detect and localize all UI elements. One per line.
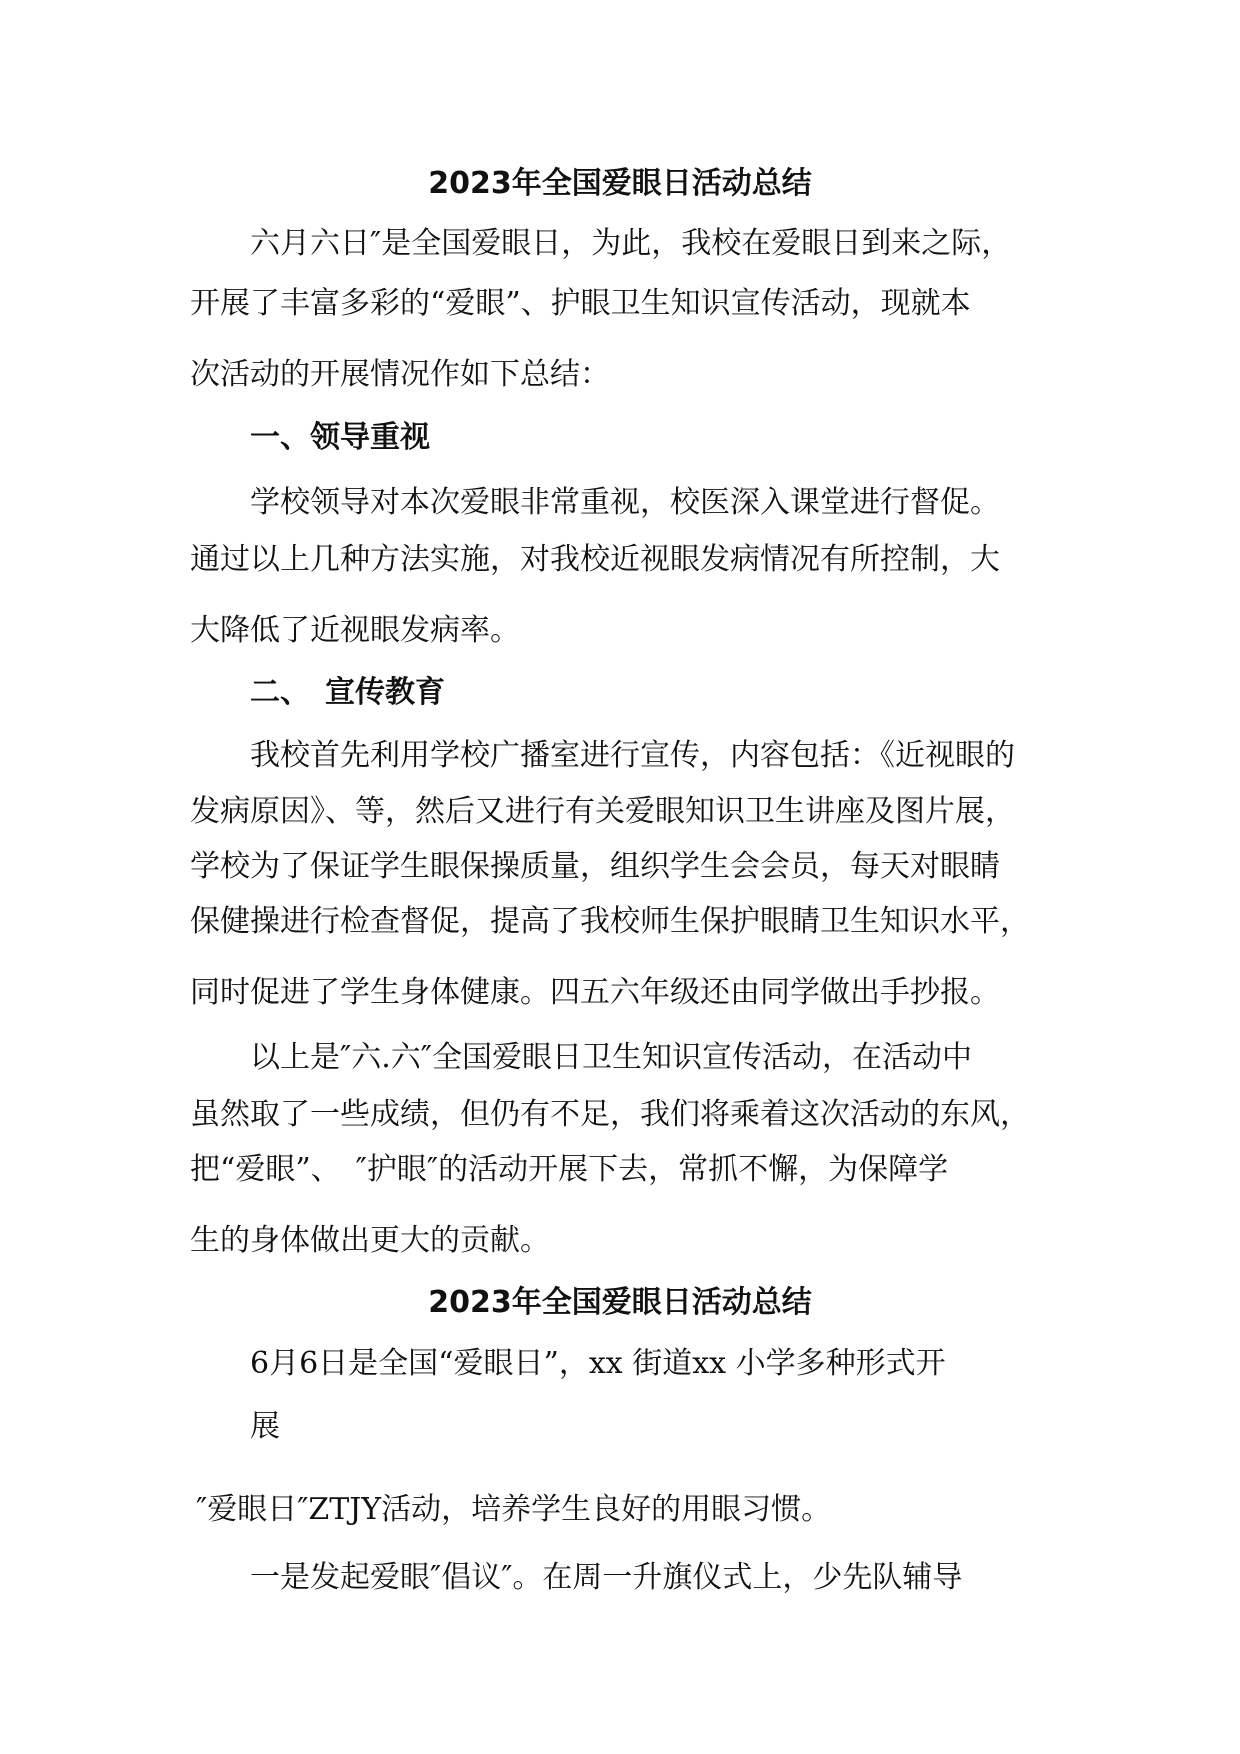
section1-line-3: 大降低了近视眼发病率。 [190, 613, 520, 648]
intro-line-3: 次活动的开展情况作如下总结： [190, 357, 610, 392]
section1-line-2: 通过以上几种方法实施，对我校近视眼发病情况有所控制，大 [190, 542, 1000, 577]
intro-line-1: 六月六日″是全国爱眼日，为此，我校在爱眼日到来之际， [250, 226, 1012, 261]
section2-line-4: 保健操进行检查督促，提高了我校师生保护眼睛卫生知识水平， [190, 904, 1030, 939]
section2-line-3: 学校为了保证学生眼保操质量，组织学生会会员，每天对眼睛 [190, 849, 1000, 884]
section2-line-5: 同时促进了学生身体健康。四五六年级还由同学做出手抄报。 [190, 975, 1000, 1010]
closing-line-3: 把“爱眼”、 ″护眼″的活动开展下去，常抓不懈，为保障学 [190, 1152, 949, 1187]
section1-line-1: 学校领导对本次爱眼非常重视，校医深入课堂进行督促。 [250, 485, 1000, 520]
section-heading-leadership: 一、领导重视 [250, 420, 430, 455]
intro-line-2: 开展了丰富多彩的“爱眼”、护眼卫生知识宣传活动，现就本 [190, 286, 971, 321]
document-title: 2023年全国爱眼日活动总结 [428, 166, 812, 201]
section-heading-publicity: 二、 宣传教育 [250, 675, 445, 710]
second-line-2: 展 [250, 1409, 280, 1444]
closing-line-4: 生的身体做出更大的贡献。 [190, 1223, 550, 1258]
closing-line-2: 虽然取了一些成绩，但仍有不足，我们将乘着这次活动的东风， [190, 1097, 1030, 1132]
second-line-1: 6月6日是全国“爱眼日”，xx 街道xx 小学多种形式开 [250, 1346, 946, 1381]
closing-line-1: 以上是″六.六″全国爱眼日卫生知识宣传活动，在活动中 [250, 1040, 972, 1075]
second-line-3: ″爱眼日″ZTJY活动，培养学生良好的用眼习惯。 [196, 1492, 832, 1527]
second-line-4: 一是发起爱眼″倡议″。在周一升旗仪式上，少先队辅导 [250, 1560, 963, 1595]
section2-line-2: 发病原因》、等，然后又进行有关爱眼知识卫生讲座及图片展， [190, 794, 1015, 829]
section2-line-1: 我校首先利用学校广播室进行宣传，内容包括：《近视眼的 [250, 738, 1015, 773]
document-title-second: 2023年全国爱眼日活动总结 [428, 1285, 812, 1320]
